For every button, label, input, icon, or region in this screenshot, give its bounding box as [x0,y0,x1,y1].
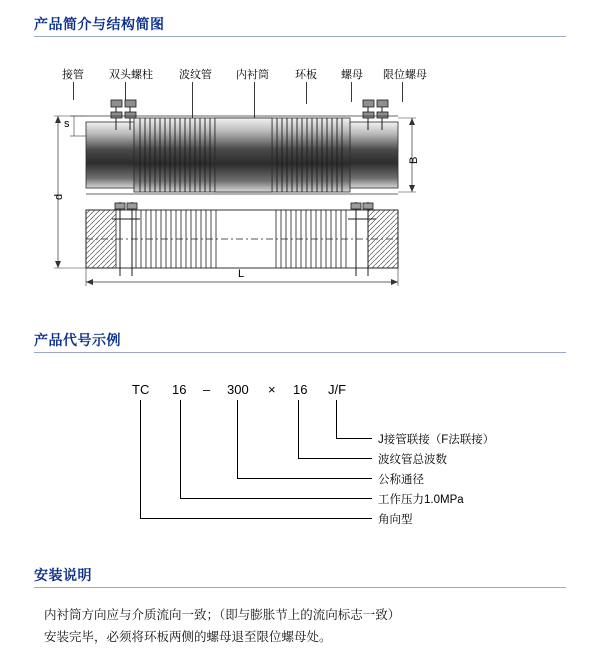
dim-label-s: s [64,118,70,130]
install-note-line-1: 内衬筒方向应与介质流向一致；（即与膨胀节上的流向标志一致） [44,608,401,622]
dim-label-d: d [53,193,65,200]
dim-label-L: L [238,268,245,280]
code-leader-h-jf [336,438,372,439]
code-token-16b: 16 [293,382,308,397]
section-title-code-example: 产品代号示例 [34,332,121,348]
code-token-tc: TC [132,382,150,397]
section-rule-1 [34,36,566,37]
code-leader-h-tc [140,518,372,519]
callout-label-xianwei: 限位螺母 [383,69,427,81]
code-leader-h-16b [298,458,372,459]
section-title-installation: 安装说明 [34,567,92,583]
code-note-type: 角向型 [378,514,413,526]
code-leader-v-16a [180,400,181,498]
code-leader-h-300 [237,478,372,479]
code-note-wave-count: 波纹管总波数 [378,454,447,466]
callout-label-neichentong: 内衬筒 [236,69,269,81]
code-leader-v-tc [140,400,141,518]
install-note-line-2: 安装完毕，必须将环板两侧的螺母退至限位螺母处。 [44,630,332,644]
callout-label-bowenguan: 波纹管 [179,69,212,81]
code-note-pressure: 工作压力1.0MPa [378,494,464,506]
code-token-16a: 16 [172,382,187,397]
code-token-dash: – [203,382,211,397]
structure-diagram [40,60,560,290]
code-token-300: 300 [227,382,249,397]
callout-label-shuangtou: 双头螺柱 [109,69,153,81]
product-code-diagram [40,372,560,532]
section-rule-3 [34,587,566,588]
code-note-connection: J接管联接（F法联接） [378,434,495,446]
code-leader-v-jf [336,400,337,438]
section-rule-2 [34,352,566,353]
code-note-nominal-dia: 公称通径 [378,474,424,486]
bellows-expansion-joint-drawing [40,60,560,290]
callout-label-luomu: 螺母 [341,69,363,81]
callout-label-huanban: 环板 [295,69,317,81]
code-token-times: × [268,382,276,397]
code-token-jf: J/F [328,382,347,397]
dim-label-B: B [408,156,420,164]
code-leader-h-16a [180,498,372,499]
callout-label-jieguan: 接管 [62,69,84,81]
code-leader-v-16b [298,400,299,458]
section-title-structure: 产品简介与结构简图 [34,16,165,32]
code-leader-v-300 [237,400,238,478]
